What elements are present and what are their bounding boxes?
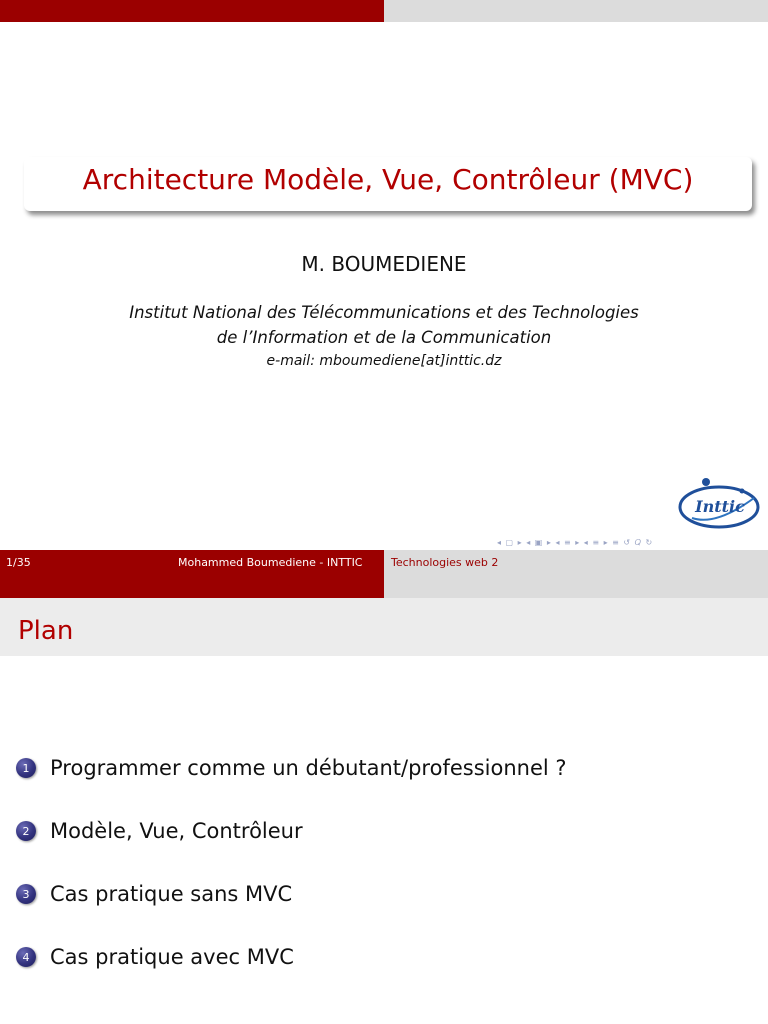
institute-line-1: Institut National des Télécommunications et des Technologies (129, 303, 639, 322)
toc-item-label: Modèle, Vue, Contrôleur (50, 819, 303, 843)
page-number: 1/35 (6, 556, 31, 569)
toc-number-bullet: 3 (16, 884, 36, 904)
slide2-header-bar-left (0, 576, 384, 598)
toc-number-bullet: 2 (16, 821, 36, 841)
toc-number-bullet: 4 (16, 947, 36, 967)
inttic-logo (676, 474, 762, 534)
toc-item-label: Cas pratique sans MVC (50, 882, 293, 906)
slide2-header-bar-right (384, 576, 768, 598)
toc-item-label: Programmer comme un débutant/professionnel ? (50, 756, 567, 780)
author-name: M. BOUMEDIENE (301, 252, 467, 276)
toc-item[interactable] (16, 816, 303, 846)
slide1-header-bar-right (384, 0, 768, 22)
toc-item[interactable] (16, 942, 294, 972)
toc-item-label: Cas pratique avec MVC (50, 945, 294, 969)
toc-number-bullet: 1 (16, 758, 36, 778)
frame-title: Plan (18, 616, 74, 646)
footer-author: Mohammed Boumediene - INTTIC (178, 556, 363, 569)
logo-text: Inttic (695, 497, 745, 516)
beamer-navigation-icons[interactable]: ◂ ▢ ▸ ◂ ▣ ▸ ◂ ≡ ▸ ◂ ≡ ▸ ≡ ↺ 𝑄 ↻ (497, 538, 654, 547)
toc-item[interactable] (16, 879, 292, 909)
footer-course-title: Technologies web 2 (391, 556, 499, 569)
frame-title-background (0, 598, 768, 656)
toc-item[interactable] (16, 753, 567, 783)
institute-line-2: de l’Information et de la Communication (216, 328, 552, 347)
slide1-header-bar-left (0, 0, 384, 22)
author-email: e-mail: mboumediene[at]inttic.dz (266, 353, 502, 369)
presentation-title: Architecture Modèle, Vue, Contrôleur (MVC) (82, 163, 694, 196)
